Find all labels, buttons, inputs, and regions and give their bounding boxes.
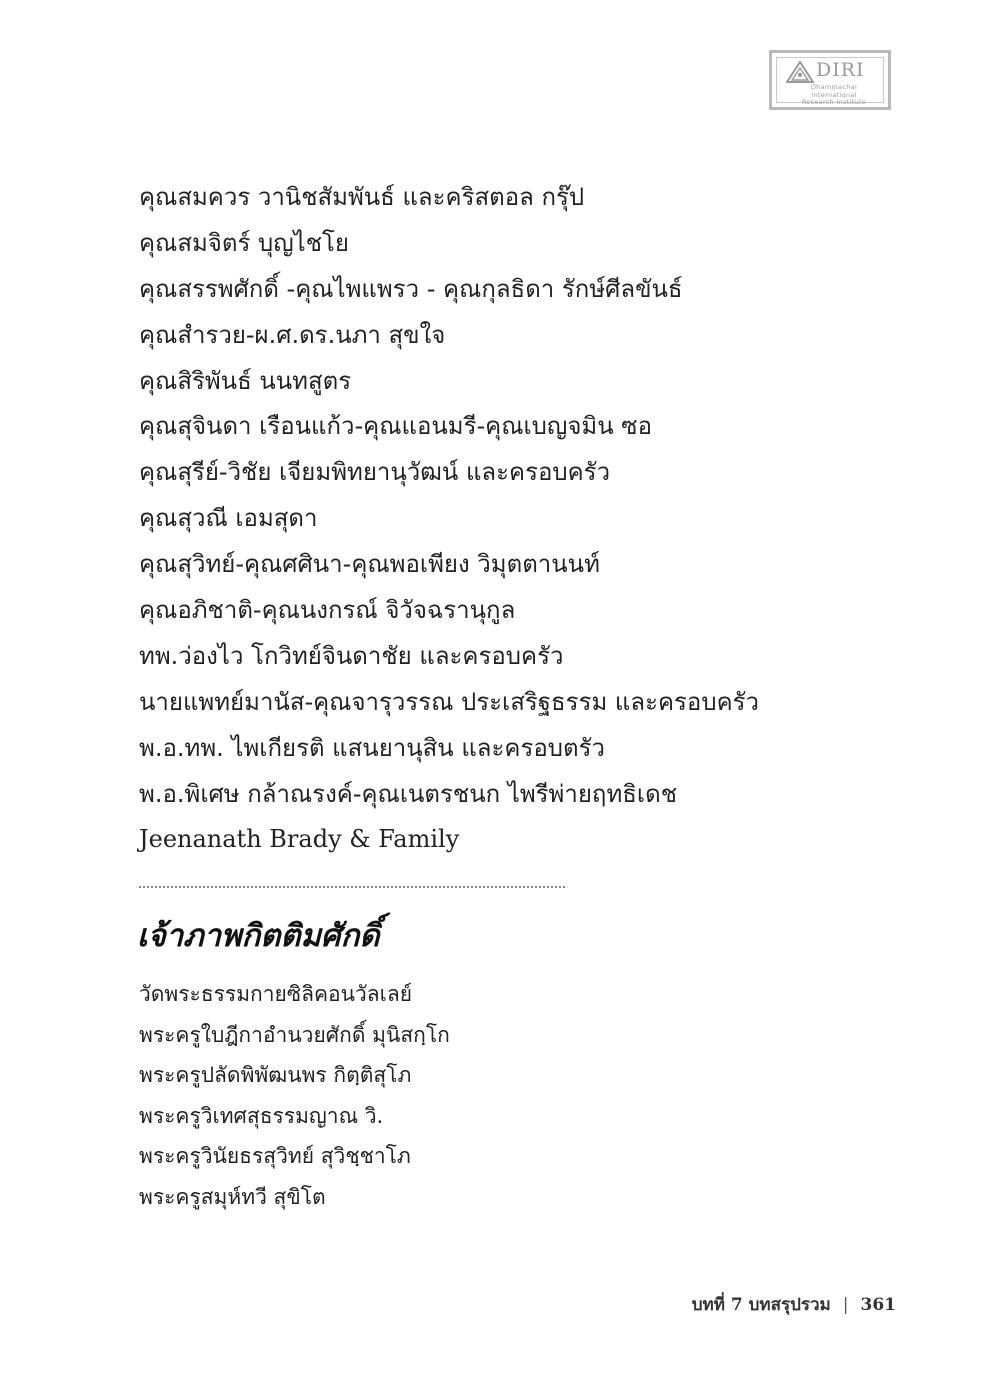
logo-subtitle-line1: Dhammachai International: [810, 83, 858, 99]
donor-item: คุณสรรพศักดิ์ -คุณไพแพรว - คุณกุลธิดา รักษ์ศีลขันธ์: [139, 274, 683, 303]
donor-item: คุณสมควร วานิชสัมพันธ์ และคริสตอล กรุ๊ป: [139, 183, 585, 211]
logo-name: DIRI: [816, 59, 865, 81]
triangle-emblem-icon: [786, 61, 814, 83]
footer-separator: |: [842, 1295, 849, 1315]
host-item: พระครูใบฎีกาอำนวยศักดิ์ มุนิสกฺโก: [139, 1022, 450, 1047]
donor-item: Jeenanath Brady & Family: [139, 825, 460, 854]
donor-item: พ.อ.พิเศษ กล้าณรงค์-คุณเนตรชนก ไพรีพ่ายฤทธิเดช: [139, 779, 677, 808]
donor-list: [139, 175, 759, 863]
donor-item: คุณสุวณี เอมสุดา: [139, 504, 318, 533]
donor-item: คุณสำรวย-ผ.ศ.ดร.นภา สุขใจ: [139, 320, 446, 349]
logo-subtitle: [788, 84, 880, 107]
logo-subtitle-line2: Research Institute: [801, 98, 867, 106]
donor-item: คุณสุจินดา เรือนแก้ว-คุณแอนมรี-คุณเบญจมิน ซอ: [139, 412, 652, 441]
section-heading: เจ้าภาพกิตติมศักดิ์: [137, 918, 380, 954]
page-footer: [692, 1292, 896, 1318]
page-number: 361: [860, 1295, 896, 1315]
donor-item: ทพ.ว่องไว โกวิทย์จินดาชัย และครอบครัว: [139, 641, 564, 670]
donor-item: คุณสมจิตร์ บุญไชโย: [139, 228, 349, 257]
host-item: พระครูวินัยธรสุวิทย์ สุวิชฺชาโภ: [139, 1144, 411, 1169]
donor-item: คุณสุรีย์-วิชัย เจียมพิทยานุวัฒน์ และครอบครัว: [139, 458, 611, 487]
donor-item: นายแพทย์มานัส-คุณจารุวรรณ ประเสริฐธรรม และครอบครัว: [139, 687, 759, 716]
host-item: พระครูปลัดพิพัฒนพร กิตฺติสุโภ: [139, 1063, 412, 1088]
host-item: พระครูวิเทศสุธรรมญาณ วิ.: [139, 1103, 384, 1128]
diri-logo: [769, 50, 891, 110]
donor-item: คุณอภิชาติ-คุณนงกรณ์ จิวัจฉรานุกูล: [139, 596, 516, 625]
host-list: [139, 974, 450, 1218]
donor-item: คุณสุวิทย์-คุณศศินา-คุณพอเพียง วิมุตตานนท์: [139, 550, 600, 579]
donor-item: พ.อ.ทพ. ไพเกียรติ แสนยานุสิน และครอบตรัว: [139, 733, 605, 762]
host-item: วัดพระธรรมกายซิลิคอนวัลเลย์: [139, 982, 413, 1006]
dotted-divider: [139, 886, 565, 888]
host-item: พระครูสมุห์ทวี สุขิโต: [139, 1184, 326, 1209]
chapter-title: บทที่ 7 บทสรุปรวม: [691, 1295, 831, 1315]
donor-item: คุณสิริพันธ์ นนทสูตร: [139, 366, 352, 395]
